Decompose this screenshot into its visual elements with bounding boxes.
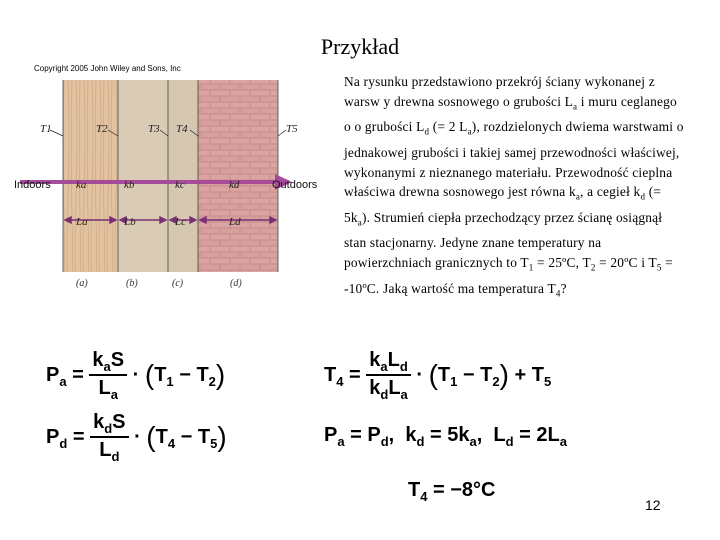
label-kd: kd bbox=[229, 179, 240, 191]
caption-a: (a) bbox=[76, 278, 88, 289]
label-outdoors: Outdoors bbox=[272, 179, 318, 191]
layer-b bbox=[118, 80, 168, 272]
label-kb: kb bbox=[124, 179, 135, 191]
caption-b: (b) bbox=[126, 278, 138, 289]
label-t2: T2 bbox=[96, 123, 108, 135]
label-lb: Lb bbox=[124, 216, 136, 228]
formula-relations: $P_a = P_d$, $k_d = 5k_a$, $L_d = 2L_a$ bbox=[324, 424, 567, 449]
formula-result: $T_4 = -8^\circ C$ bbox=[408, 479, 496, 504]
layer-d bbox=[198, 80, 278, 272]
problem-statement: Na rysunku przedstawiono przekrój ściany wykonanej z warsw y drewna sosnowego o grubości $L_a$ i muru ceglanego o o grubości $L_d$ (= 2 $L_a$), rozdzielonych dwiema warstwami o jednakowej grubości i takiej samej przewodności właściwej, wykonanymi z nieznanego materiału. Przewodność cieplna właściwa drewna sosnowego jest równa $k_a$, a cegieł $k_d$ (= $5k_a$). Strumień ciepła przechodzący przez ścianę osiągnął stan stacjonarny. Jedyne znane temperatury na powierzchniach granicznych to $T_1$ = 25ºC, $T_2$ = 20ºC i $T_5$ = -10ºC. Jaką wartość ma temperatura $T_4$? bbox=[344, 74, 684, 299]
label-kc: kc bbox=[175, 179, 185, 191]
label-t3: T3 bbox=[148, 123, 160, 135]
label-t1: T1 bbox=[40, 123, 52, 135]
label-la: La bbox=[76, 216, 88, 228]
layer-a bbox=[63, 80, 118, 272]
label-ld: Ld bbox=[229, 216, 241, 228]
wall-figure bbox=[10, 78, 330, 293]
label-t5: T5 bbox=[286, 123, 298, 135]
formula-pa: $P_a$ = $\frac{k_aS}{L_a}$ · $(T_1 - T_2)$ bbox=[46, 349, 226, 402]
copyright-notice: Copyright 2005 John Wiley and Sons, Inc bbox=[34, 64, 181, 73]
slide-title: Przykład bbox=[320, 34, 400, 59]
label-indoors: Indoors bbox=[14, 179, 51, 191]
formula-pd: $P_d$ = $\frac{k_dS}{L_d}$ · $(T_4 - T_5)$ bbox=[46, 411, 227, 464]
caption-c: (c) bbox=[172, 278, 184, 289]
formula-t4: $T_4$ = $\frac{k_aL_d}{k_dL_a}$ · $(T_1 - T_2) + T_5$ bbox=[324, 349, 552, 402]
label-lc: Lc bbox=[175, 216, 186, 228]
label-ka: ka bbox=[76, 179, 87, 191]
caption-d: (d) bbox=[230, 278, 242, 289]
layer-c bbox=[168, 80, 198, 272]
label-t4: T4 bbox=[176, 123, 188, 135]
page-number: 12 bbox=[645, 497, 661, 513]
